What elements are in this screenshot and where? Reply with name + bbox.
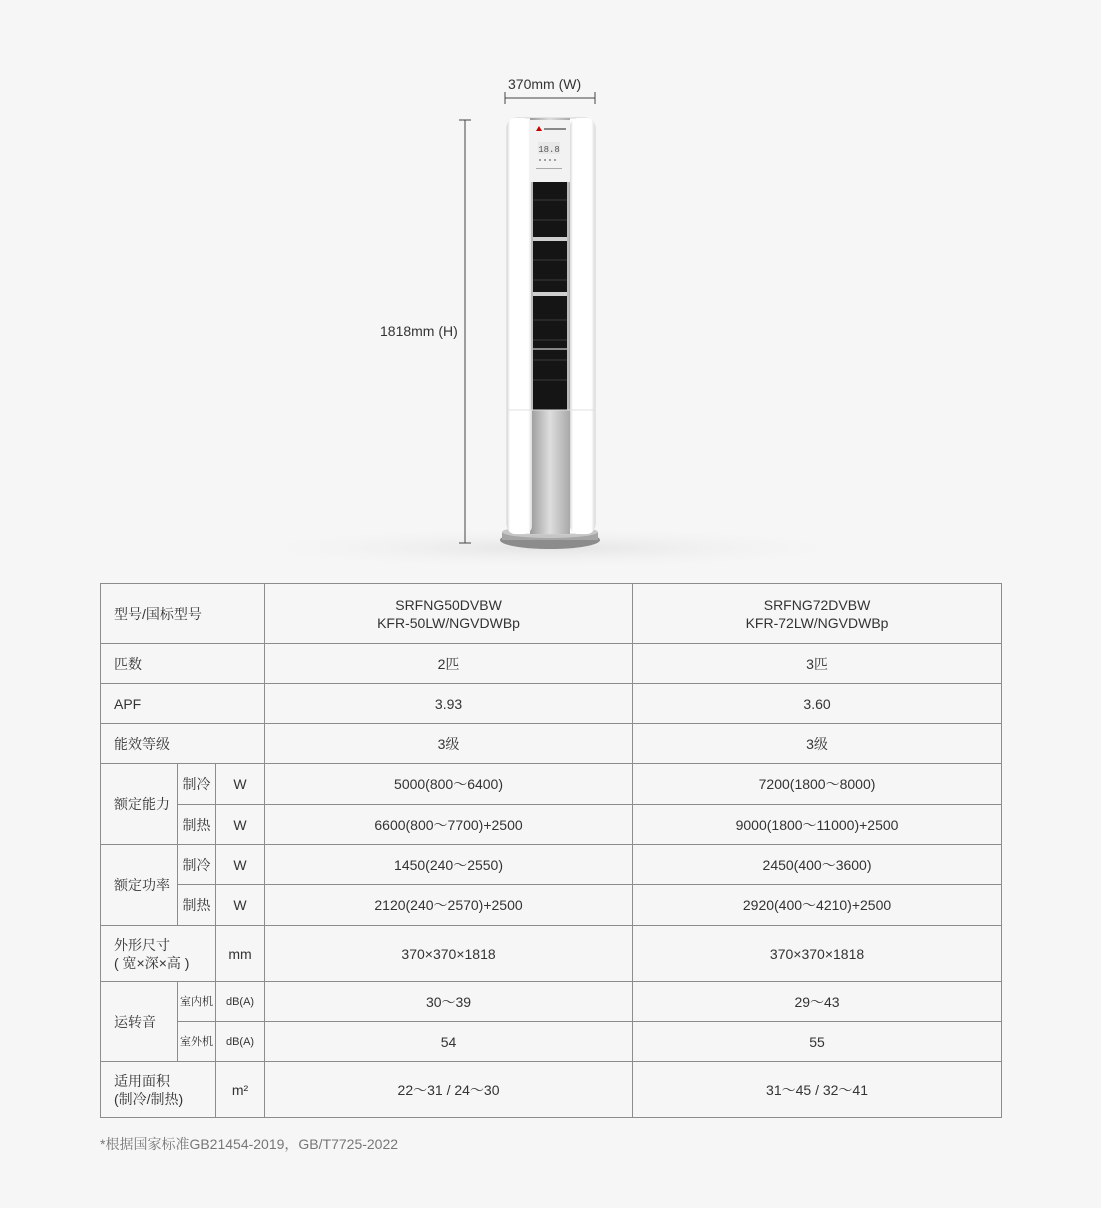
table-cell: 31～45 / 32～41 (633, 1062, 1002, 1118)
table-row-capacity-cooling (101, 764, 1002, 805)
row-label: 额定能力 (101, 764, 178, 845)
row-label: 匹数 (101, 644, 265, 684)
svg-text:18.8: 18.8 (538, 145, 560, 155)
footnote: *根据国家标准GB21454-2019，GB/T7725-2022 (100, 1136, 399, 1152)
table-row-capacity-heating (101, 805, 1002, 845)
spec-table (100, 583, 1002, 1118)
table-cell: 7200(1800～8000) (633, 764, 1002, 805)
table-row-efficiency (101, 724, 1002, 764)
unit-cell: W (216, 845, 265, 885)
unit-cell: mm (216, 926, 265, 982)
table-cell: 370×370×1818 (265, 926, 633, 982)
table-cell: 1450(240～2550) (265, 845, 633, 885)
unit-cell: W (216, 885, 265, 926)
table-cell: 2匹 (265, 644, 633, 684)
table-cell: 9000(1800～11000)+2500 (633, 805, 1002, 845)
table-row-area (101, 1062, 1002, 1118)
unit-cell: dB(A) (216, 982, 265, 1022)
row-label: 运转音 (101, 982, 178, 1062)
unit-cell: W (216, 805, 265, 845)
table-row-apf (101, 684, 1002, 724)
table-row-model (101, 584, 1002, 644)
sub-label: 制热 (178, 805, 216, 845)
unit-cell: W (216, 764, 265, 805)
product-image-area (0, 0, 1101, 580)
sub-label: 室内机 (178, 982, 216, 1022)
sub-label: 室外机 (178, 1022, 216, 1062)
table-row-noise-indoor (101, 982, 1002, 1022)
table-row-size (101, 926, 1002, 982)
model-1-cell: SRFNG50DVBW KFR-50LW/NGVDWBp (265, 584, 633, 644)
model-2-cell: SRFNG72DVBW KFR-72LW/NGVDWBp (633, 584, 1002, 644)
table-cell: 2450(400～3600) (633, 845, 1002, 885)
unit-cell: m² (216, 1062, 265, 1118)
row-label: 型号/国标型号 (101, 584, 265, 644)
sub-label: 制热 (178, 885, 216, 926)
table-row-horsepower (101, 644, 1002, 684)
sub-label: 制冷 (178, 764, 216, 805)
table-row-power-cooling (101, 845, 1002, 885)
row-label: 额定功率 (101, 845, 178, 926)
table-cell: 2920(400～4210)+2500 (633, 885, 1002, 926)
unit-cell: dB(A) (216, 1022, 265, 1062)
table-cell: 3级 (633, 724, 1002, 764)
row-label: 适用面积 (制冷/制热) (101, 1062, 216, 1118)
table-cell: 54 (265, 1022, 633, 1062)
row-label: 外形尺寸 ( 宽×深×高 ) (101, 926, 216, 982)
table-cell: 370×370×1818 (633, 926, 1002, 982)
table-cell: 30～39 (265, 982, 633, 1022)
sub-label: 制冷 (178, 845, 216, 885)
table-cell: 3级 (265, 724, 633, 764)
table-cell: 29～43 (633, 982, 1002, 1022)
table-cell: 3.60 (633, 684, 1002, 724)
table-row-noise-outdoor (101, 1022, 1002, 1062)
table-cell: 5000(800～6400) (265, 764, 633, 805)
table-cell: 2120(240～2570)+2500 (265, 885, 633, 926)
height-dimension-label: 1818mm (H) (380, 323, 458, 339)
table-cell: 3匹 (633, 644, 1002, 684)
table-cell: 3.93 (265, 684, 633, 724)
table-cell: 6600(800～7700)+2500 (265, 805, 633, 845)
table-cell: 55 (633, 1022, 1002, 1062)
table-cell: 22～31 / 24～30 (265, 1062, 633, 1118)
row-label: 能效等级 (101, 724, 265, 764)
width-dimension-label: 370mm (W) (508, 76, 582, 92)
row-label: APF (101, 684, 265, 724)
table-row-power-heating (101, 885, 1002, 926)
